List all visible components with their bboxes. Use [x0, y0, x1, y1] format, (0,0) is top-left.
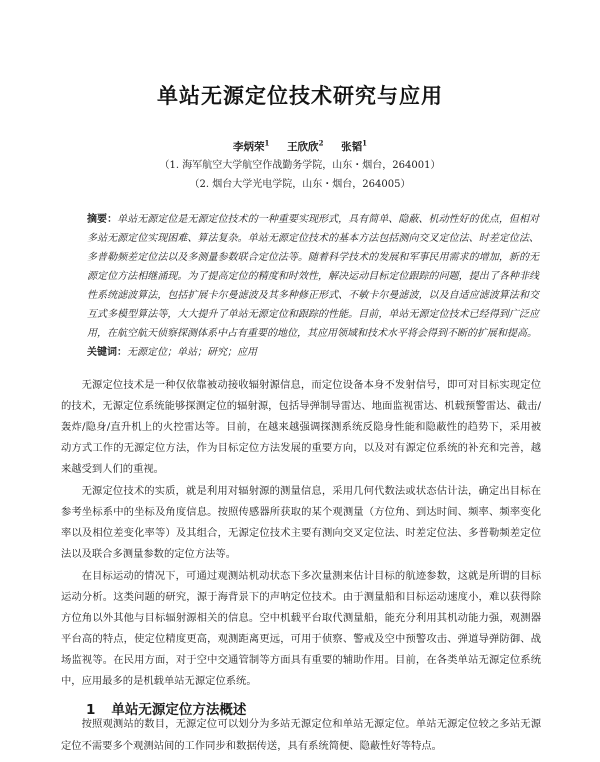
- paper-title: 单站无源定位技术研究与应用: [157, 84, 443, 108]
- body-paragraph: 无源定位技术的实质，就是利用对辐射源的测量信息，采用几何代数法或状态估计法，确定出目标在参考坐标系中的坐标及角度信息。按照传感器所获取的某个观测量（方位角、到达时间、频率、频率变化率以及相位差变化率等）及其组合，无源定位技术主要有测向交叉定位法、时差定位法、多普勒频差定位法以及联合多测量参数的定位方法等。: [61, 485, 541, 560]
- abstract-label: 摘要：: [87, 214, 118, 225]
- author-name: 李炳荣$^1$: [233, 138, 270, 153]
- section-paragraph: 按照观测站的数目，无源定位可以划分为多站无源定位和单站无源定位。单站无源定位较之多站无源定位不需要多个观测站间的工作同步和数据传送，具有系统简便、隐蔽性好等特点。: [61, 718, 541, 752]
- keywords-label: 关键词：: [87, 347, 127, 358]
- keywords-text: 无源定位；单站；研究；应用: [127, 347, 257, 358]
- author-list: [0, 138, 600, 154]
- affiliation-1: （1. 海军航空大学航空作战勤务学院，山东・烟台，264001）: [159, 160, 441, 171]
- affiliation-2: （2. 烟台大学光电学院，山东・烟台，264005）: [189, 179, 411, 190]
- section-title: 单站无源定位方法概述: [111, 702, 247, 718]
- body-paragraph: 在目标运动的情况下，可通过观测站机动状态下多次量测来估计目标的航迹参数，这就是所谓的目标运动分析。这类问题的研究，源于海背景下的声呐定位技术。由于测量船和目标运动速度小，难以获得除方位角以外其他与目标辐射源相关的信息。空中机载平台取代测量船，能充分利用其机动能力强，观测器平台高的特点，使定位精度更高，观测距离更远，可用于侦察、警戒及空中预警攻击、弹道导弹防御、战场监视等。在民用方面，对于空中交通管制等方面具有重要的辅助作用。目前，在各类单站无源定位系统中，应用最多的是机载单站无源定位系统。: [61, 570, 541, 687]
- body-text: [61, 375, 541, 693]
- author-name: 张韬$^1$: [341, 138, 367, 153]
- section-number: 1: [86, 702, 96, 718]
- abstract-text: 单站无源定位是无源定位技术的一种重要实现形式，具有简单、隐蔽、机动性好的优点，但相对多站无源定位实现困难、算法复杂。单站无源定位技术的基本方法包括测向交叉定位法、时差定位法、多普勒频差定位法以及多测量参数联合定位法等。随着科学技术的发展和军事民用需求的增加，新的无源定位方法相继涌现。为了提高定位的精度和时效性，解决运动目标定位跟踪的问题，提出了各种非线性系统滤波算法，包括扩展卡尔曼滤波及其多种修正形式、不敏卡尔曼滤波，以及自适应滤波算法和交互式多模型算法等，大大提升了单站无源定位和跟踪的性能。目前，单站无源定位技术已经得到广泛应用，在航空航天侦察探测体系中占有重要的地位，其应用领域和技术水平将会得到不断的扩展和提高。: [87, 214, 540, 339]
- keywords: [87, 343, 539, 362]
- author-name: 王欣欣$^2$: [287, 138, 324, 153]
- abstract: [87, 210, 539, 343]
- body-paragraph: 无源定位技术是一种仅依靠被动接收辐射源信息，而定位设备本身不发射信号，即可对目标实现定位的技术，无源定位系统能够探测定位的辐射源，包括导弹制导雷达、地面监视雷达、机载预警雷达、截击/轰炸/隐身/直升机上的火控雷达等。目前，在越来越强调探测系统反隐身性能和隐蔽性的趋势下，采用被动方式工作的无源定位方法，作为目标定位方法发展的重要方向，以及对有源定位系统的补充和完善，越来越受到人们的重视。: [61, 379, 541, 475]
